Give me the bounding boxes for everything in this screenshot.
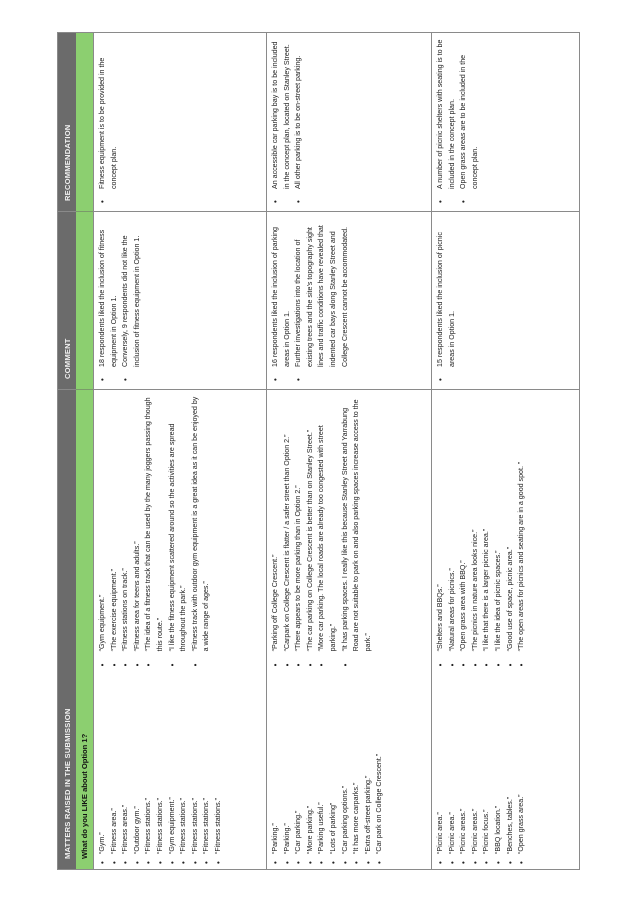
list-item: • Fitness equipment is to be provided in the concept plan.: [97, 33, 120, 211]
rotated-page: [57, 32, 580, 870]
list-item: • “I like that there is a larger picnic area.”: [481, 390, 493, 671]
list-item: • “Car parking options.”: [340, 671, 352, 869]
question-row: [76, 33, 93, 869]
list-item: • “There appears to be more parking than in Option 2.”: [293, 390, 305, 671]
recommendation-cell: [94, 33, 266, 211]
list-item: • “Fitness track with outdoor gym equipment is a great idea as it can be enjoyed by a wide range of ages.”: [190, 390, 213, 671]
matters-cell: [94, 389, 266, 869]
recommendation-cell: [267, 33, 431, 211]
list-item: • “I like the fitness equipment scattered around so the activities are spread throughout the park.”: [167, 390, 190, 671]
list-item: • Further investigations into the location of existing trees and the site’s topography sight lines and traffic conditions have revealed that indented car bays along Stanley Street and College Crescent cannot be accommodated.: [293, 212, 351, 389]
short-responses: [97, 671, 266, 869]
short-responses: [270, 671, 431, 869]
list-item: • “Open grass area.”: [516, 671, 528, 869]
matters-cell: [267, 389, 431, 869]
table-row: [431, 33, 579, 869]
long-response-list: [270, 390, 374, 671]
list-item: • “Picnic areas.”: [470, 671, 482, 869]
list-item: • “Fitness area.”: [109, 671, 121, 869]
short-responses: [435, 671, 579, 869]
list-item: • “Good use of space, picnic area.”: [505, 390, 517, 671]
comment-cell: [267, 211, 431, 389]
list-item: • “The idea of a fitness track that can be used by the many joggers passing though this route.”: [143, 390, 166, 671]
long-responses: [97, 390, 266, 671]
list-item: • “Picnic areas.”: [458, 671, 470, 869]
list-item: • “Fitness stations.”: [155, 671, 167, 869]
question-text: What do you LIKE about Option 1?: [76, 389, 93, 869]
list-item: • Open grass areas are to be included in the concept plan.: [458, 33, 481, 211]
list-item: • “The picnics in nature area looks nice.”: [470, 390, 482, 671]
short-response-list: [97, 671, 225, 869]
long-response-list: [435, 390, 528, 671]
list-item: • “Shelters and BBQs.”: [435, 390, 447, 671]
short-response-list: [435, 671, 528, 869]
recommendation-list: [97, 33, 120, 211]
list-item: • “Gym equipment.”: [97, 390, 109, 671]
list-item: • Conversely, 9 respondents did not like the inclusion of fitness equipment in Option 1.: [120, 212, 143, 389]
list-item: • “The exercise equipment.”: [109, 390, 121, 671]
long-responses: [435, 390, 579, 671]
list-item: • 18 respondents liked the inclusion of fitness equipment in Option 1.: [97, 212, 120, 389]
list-item: • “Outdoor gym.”: [132, 671, 144, 869]
table-row: [93, 33, 266, 869]
comment-cell: [432, 211, 579, 389]
short-response-list: [270, 671, 386, 869]
list-item: • “Car parking.”: [293, 671, 305, 869]
list-item: • “Picnic area.”: [435, 671, 447, 869]
list-item: • An accessible car parking bay is to be included in the concept plan, located on Stanley Street.: [270, 33, 293, 211]
list-item: • “Gym equipment.”: [167, 671, 179, 869]
list-item: • “The open areas for picnics and seating are in a good spot. ”: [516, 390, 528, 671]
header-recommendation: RECOMMENDATION: [62, 124, 72, 201]
comment-cell: [94, 211, 266, 389]
list-item: • “The car parking on College Crescent is better than on Stanley Street.”: [305, 390, 317, 671]
list-item: • “Fitness stations.”: [143, 671, 155, 869]
list-item: • “Fitness stations on track.”: [120, 390, 132, 671]
list-item: • 16 respondents liked the inclusion of parking areas in Option 1.: [270, 212, 293, 389]
comment-list: [435, 212, 458, 389]
list-item: • “Benches, tables.”: [505, 671, 517, 869]
list-item: • “More car parking. The local roads are already too congested with street parking.”: [316, 390, 339, 671]
list-item: • “Fitness stations.”: [201, 671, 213, 869]
list-item: • “Fitness areas.”: [120, 671, 132, 869]
matters-cell: [432, 389, 579, 869]
list-item: • “Fitness stations.”: [178, 671, 190, 869]
header-matters: MATTERS RAISED IN THE SUBMISSION: [58, 389, 76, 869]
list-item: • “Car park on College Crescent.”: [374, 671, 386, 869]
list-item: • “It has more carparks.”: [351, 671, 363, 869]
list-item: • “It has parking spaces. I really like this because Stanley Street and Yarrabung Road are not suitable to park on and also parking spaces increase access to the park.”: [340, 390, 375, 671]
list-item: • “Parking useful.”: [316, 671, 328, 869]
question-empty: [76, 33, 93, 211]
list-item: • “Parking.”: [282, 671, 294, 869]
comment-list: [97, 212, 143, 389]
list-item: • “Picnic area.”: [447, 671, 459, 869]
list-item: • “Fitness stations.”: [190, 671, 202, 869]
list-item: • “Fitness area for teens and adults.”: [132, 390, 144, 671]
list-item: • “Parking.”: [270, 671, 282, 869]
submissions-table: [57, 32, 580, 870]
list-item: • A number of picnic shelters with seating is to be included in the concept plan.: [435, 33, 458, 211]
list-item: • “Fitness stations.”: [213, 671, 225, 869]
list-item: • “More parking.”: [305, 671, 317, 869]
recommendation-list: [270, 33, 305, 211]
list-item: • “Parking off College Crescent.”: [270, 390, 282, 671]
long-response-list: [97, 390, 213, 671]
table-row: [266, 33, 431, 869]
recommendation-cell: [432, 33, 579, 211]
comment-list: [270, 212, 351, 389]
question-empty: [76, 211, 93, 389]
list-item: • All other parking is to be on-street parking.: [293, 33, 305, 211]
header-comment: COMMENT: [58, 211, 76, 389]
list-item: • “Natural areas for picnics.”: [447, 390, 459, 671]
table-header: [58, 33, 76, 869]
recommendation-list: [435, 33, 481, 211]
list-item: • “Extra off-street parking.”: [363, 671, 375, 869]
list-item: • “Carpark on College Crescent is flatter / a safer street than Option 2.”: [282, 390, 294, 671]
list-item: • “Gym.”: [97, 671, 109, 869]
list-item: • 15 respondents liked the inclusion of picnic areas in Option 1.: [435, 212, 458, 389]
list-item: • “I like the idea of picnic spaces.”: [493, 390, 505, 671]
list-item: • “BBQ location.”: [493, 671, 505, 869]
list-item: • “Lots of parking”: [328, 671, 340, 869]
list-item: • “Open grass area with BBQ.”: [458, 390, 470, 671]
list-item: • “Picnic focus.”: [481, 671, 493, 869]
long-responses: [270, 390, 431, 671]
